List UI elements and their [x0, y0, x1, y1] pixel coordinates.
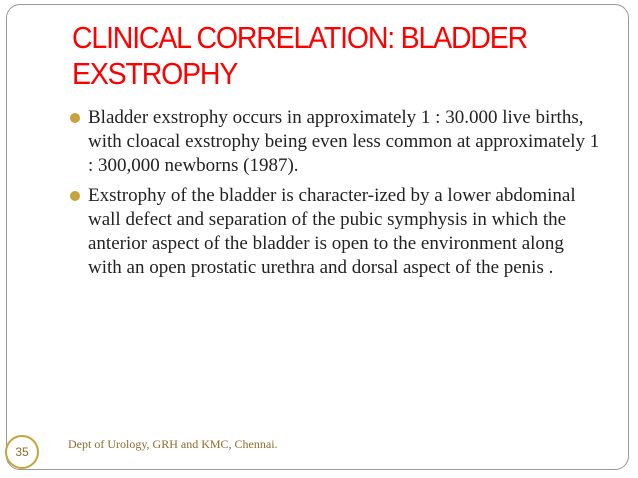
footer-text: Dept of Urology, GRH and KMC, Chennai. [68, 437, 278, 451]
bullet-dot-icon [70, 113, 80, 123]
bullet-item [70, 184, 600, 280]
bullet-item [70, 106, 600, 178]
bullet-text: Bladder exstrophy occurs in approximately 1 : 30.000 live births, with cloacal exstrophy being even less common at approximately 1 : 300,000 newborns (1987). [88, 107, 600, 176]
page-number-badge: 35 [5, 435, 39, 469]
slide-title: CLINICAL CORRELATION: BLADDER EXSTROPHY [72, 20, 528, 91]
bullet-dot-icon [70, 191, 80, 201]
bullet-text: Exstrophy of the bladder is character-ized by a lower abdominal wall defect and separation of the pubic symphysis in which the anterior aspect of the bladder is open to the environment along with an open prostatic urethra and dorsal aspect of the penis . [88, 185, 576, 278]
bullet-list [70, 106, 600, 286]
